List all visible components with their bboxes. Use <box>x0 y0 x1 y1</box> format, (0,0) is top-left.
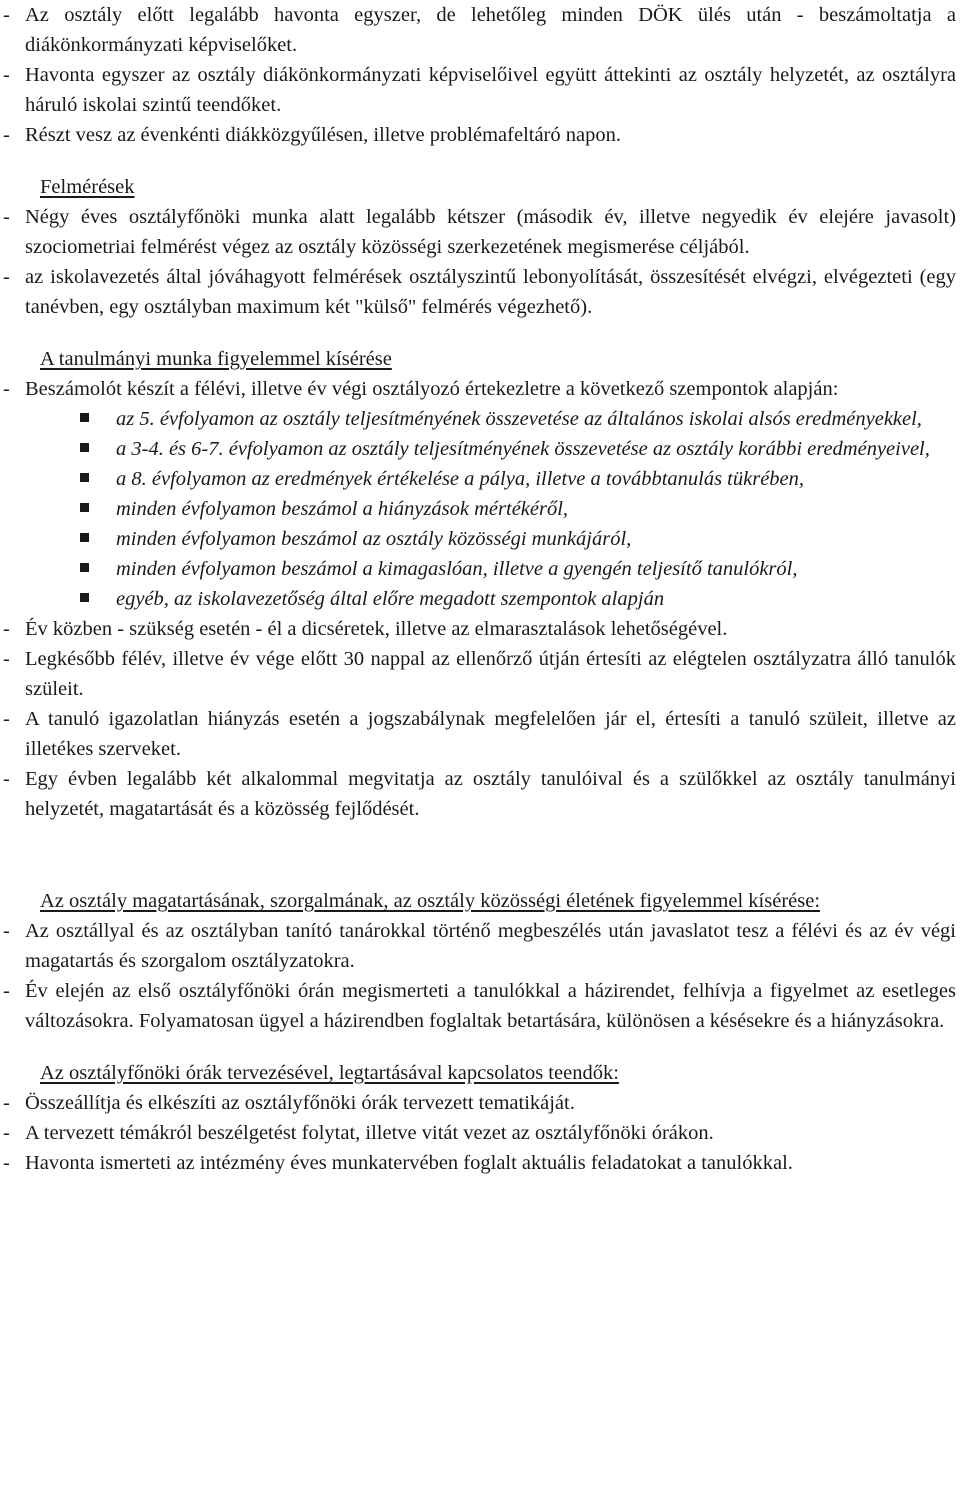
list-item: - Egy évben legalább két alkalommal megvitatja az osztály tanulóival és a szülőkkel az osztály tanulmányi helyzetét, magatartását és a közösség fejlődését. <box>3 768 956 820</box>
list-item: - Részt vesz az évenkénti diákközgyűlésen, illetve problémafeltáró napon. <box>3 124 621 146</box>
list-item: - A tervezett témákról beszélgetést folytat, illetve vitát vezet az osztályfőnöki órákon. <box>3 1122 714 1144</box>
square-bullet-icon <box>80 533 89 542</box>
criteria-item: minden évfolyamon beszámol az osztály közösségi munkájáról, <box>0 524 960 554</box>
square-bullet-icon <box>80 503 89 512</box>
section-heading-behaviour: Az osztály magatartásának, szorgalmának, az osztály közösségi életének figyelemmel kísérése: <box>40 890 821 912</box>
criteria-item: egyéb, az iskolavezetőség által előre megadott szempontok alapján <box>0 584 960 614</box>
list-item: - Év közben - szükség esetén - él a dicséretek, illetve az elmarasztalások lehetőségével. <box>3 618 728 640</box>
square-bullet-icon <box>80 413 89 422</box>
list-item: - Havonta ismerteti az intézmény éves munkatervében foglalt aktuális feladatokat a tanulókkal. <box>3 1152 793 1174</box>
section-heading-lessons: Az osztályfőnöki órák tervezésével, legtartásával kapcsolatos teendők: <box>40 1062 619 1084</box>
criteria-item: minden évfolyamon beszámol a hiányzások mértékéről, <box>0 494 960 524</box>
criteria-list <box>0 404 960 614</box>
list-item: - Négy éves osztályfőnöki munka alatt legalább kétszer (második év, illetve negyedik év elejére javasolt) szociometriai felmérést végez az osztály közösségi szerkezetének megismerése céljából. <box>3 206 956 258</box>
list-item: - Az osztállyal és az osztályban tanító tanárokkal történő megbeszélés után javaslatot tesz a félévi és az év végi magatartás és szorgalom osztályzatokra. <box>3 920 956 972</box>
square-bullet-icon <box>80 443 89 452</box>
square-bullet-icon <box>80 563 89 572</box>
list-item: - Havonta egyszer az osztály diákönkormányzati képviselőivel együtt áttekinti az osztály helyzetét, az osztályra háruló iskolai szintű teendőket. <box>3 64 956 116</box>
list-item: - Beszámolót készít a félévi, illetve év végi osztályozó értekezletre a következő szempontok alapján: <box>3 378 839 400</box>
section-heading-surveys: Felmérések <box>40 176 135 198</box>
criteria-item: minden évfolyamon beszámol a kimagaslóan, illetve a gyengén teljesítő tanulókról, <box>0 554 960 584</box>
list-item: - Legkésőbb félév, illetve év vége előtt 30 nappal az ellenőrző útján értesíti az elégtelen osztályzatra álló tanulók szüleit. <box>3 648 956 700</box>
section-heading-study: A tanulmányi munka figyelemmel kísérése <box>40 348 392 370</box>
criteria-item: a 8. évfolyamon az eredmények értékelése a pálya, illetve a továbbtanulás tükrében, <box>0 464 960 494</box>
list-item: - az iskolavezetés által jóváhagyott felmérések osztályszintű lebonyolítását, összesítését elvégzi, elvégezteti (egy tanévben, egy osztályban maximum két "külső" felmérés végezhető). <box>3 266 956 318</box>
square-bullet-icon <box>80 473 89 482</box>
list-item: - Összeállítja és elkészíti az osztályfőnöki órák tervezett tematikáját. <box>3 1092 575 1114</box>
criteria-item: az 5. évfolyamon az osztály teljesítményének összevetése az általános iskolai alsós eredményekkel, <box>0 404 960 434</box>
criteria-item: a 3-4. és 6-7. évfolyamon az osztály teljesítményének összevetése az osztály korábbi eredményeivel, <box>0 434 960 464</box>
list-item: - A tanuló igazolatlan hiányzás esetén a jogszabálynak megfelelően jár el, értesíti a tanuló szüleit, illetve az illetékes szerveket. <box>3 708 956 760</box>
list-item: - Az osztály előtt legalább havonta egyszer, de lehetőleg minden DÖK ülés után - beszámoltatja a diákönkormányzati képviselőket. <box>3 4 956 56</box>
square-bullet-icon <box>80 593 89 602</box>
list-item: - Év elején az első osztályfőnöki órán megismerteti a tanulókkal a házirendet, felhívja a figyelmet az esetleges változásokra. Folyamatosan ügyel a házirendben foglaltak betartására, különösen a késésekre és a hiányzásokra. <box>3 980 956 1032</box>
